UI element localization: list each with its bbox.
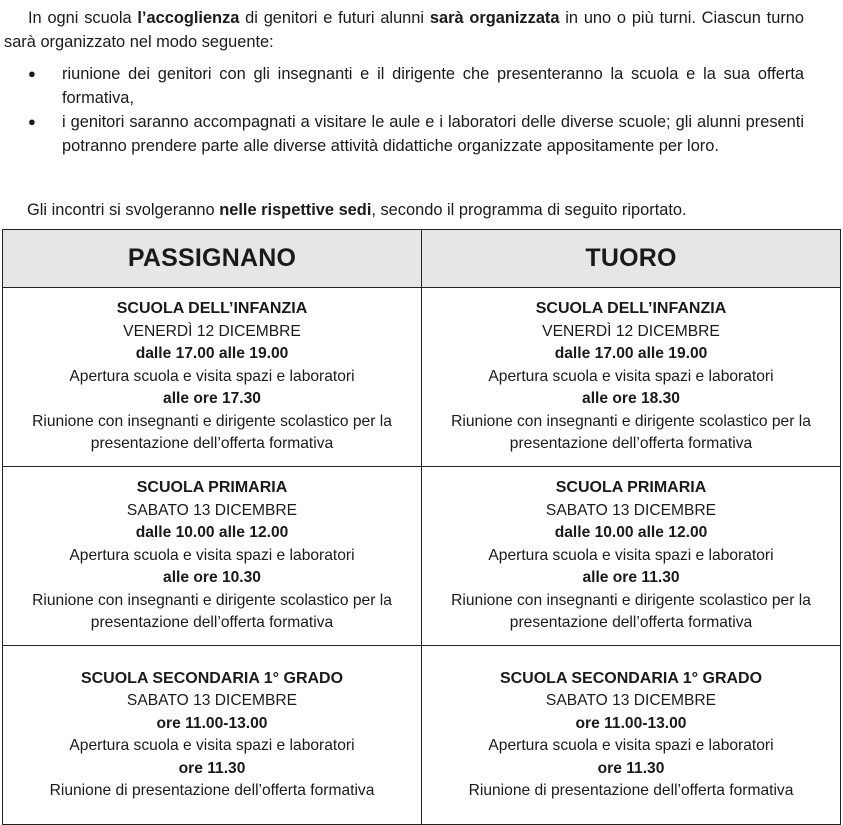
event-time: dalle 17.00 alle 19.00 bbox=[135, 345, 289, 363]
school-level: SCUOLA SECONDARIA 1° GRADO bbox=[80, 669, 344, 687]
school-level: SCUOLA DELL’INFANZIA bbox=[116, 300, 308, 318]
cell-tuoro-infanzia bbox=[422, 288, 841, 467]
bullet-item: ● i genitori saranno accompagnati a visitare le aule e i laboratori delle diverse scuole; gli alunni presenti potranno prendere parte alle diverse attività didattiche organizzate appositamente per loro. bbox=[4, 110, 804, 158]
intro-paragraph bbox=[4, 6, 804, 54]
event-day: SABATO 13 DICEMBRE bbox=[545, 501, 717, 519]
event-day: SABATO 13 DICEMBRE bbox=[126, 692, 298, 709]
intro-bold-organizzata: sarà organizzata bbox=[429, 9, 560, 27]
event-time: ore 11.00-13.00 bbox=[575, 714, 687, 732]
meeting-time: alle ore 10.30 bbox=[163, 569, 261, 587]
intro-text-1: In ogni scuola bbox=[28, 9, 138, 27]
bullet-item: ● riunione dei genitori con gli insegnanti e il dirigente che presenteranno la scuola e la sua offerta formativa, bbox=[4, 62, 804, 110]
program-table bbox=[2, 229, 841, 825]
event-day: VENERDÌ 12 DICEMBRE bbox=[542, 322, 720, 340]
table-row-secondaria bbox=[3, 646, 841, 825]
table-row-primaria bbox=[3, 467, 841, 646]
meeting-description: Riunione con insegnanti e dirigente scolastico per la presentazione dell’offerta formativa bbox=[32, 412, 392, 453]
meeting-time: alle ore 11.30 bbox=[582, 569, 680, 587]
event-activity: Apertura scuola e visita spazi e laboratori bbox=[488, 546, 774, 564]
school-level: SCUOLA DELL’INFANZIA bbox=[535, 300, 727, 318]
event-activity: Apertura scuola e visita spazi e laboratori bbox=[488, 737, 774, 754]
event-time: dalle 10.00 alle 12.00 bbox=[135, 524, 289, 542]
meeting-description: Riunione con insegnanti e dirigente scolastico per la presentazione dell’offerta formativa bbox=[451, 591, 811, 632]
intro-text-3: in uno o più turni. Ciascun turno sarà organizzato nel modo seguente: bbox=[4, 9, 805, 51]
event-activity: Apertura scuola e visita spazi e laboratori bbox=[69, 367, 355, 385]
meeting-description: Riunione di presentazione dell’offerta formativa bbox=[468, 782, 794, 799]
meeting-description: Riunione con insegnanti e dirigente scolastico per la presentazione dell’offerta formativa bbox=[451, 412, 811, 453]
table-header-row bbox=[3, 230, 841, 288]
meeting-time: alle ore 17.30 bbox=[163, 390, 261, 408]
meeting-description: Riunione con insegnanti e dirigente scolastico per la presentazione dell’offerta formativa bbox=[32, 591, 392, 632]
cell-passignano-infanzia bbox=[3, 288, 422, 467]
event-activity: Apertura scuola e visita spazi e laboratori bbox=[69, 546, 355, 564]
event-day: SABATO 13 DICEMBRE bbox=[126, 501, 298, 519]
meeting-description: Riunione di presentazione dell’offerta formativa bbox=[49, 782, 375, 799]
event-time: dalle 10.00 alle 12.00 bbox=[554, 524, 708, 542]
cell-tuoro-secondaria bbox=[422, 646, 841, 825]
cell-tuoro-primaria bbox=[422, 467, 841, 646]
school-level: SCUOLA PRIMARIA bbox=[555, 479, 707, 497]
closing-text-2: , secondo il programma di seguito riportato. bbox=[371, 201, 687, 219]
meeting-time: ore 11.30 bbox=[597, 759, 665, 777]
cell-passignano-secondaria bbox=[3, 646, 422, 825]
event-day: VENERDÌ 12 DICEMBRE bbox=[123, 322, 301, 340]
intro-text-2: di genitori e futuri alunni bbox=[239, 9, 430, 27]
meeting-time: alle ore 18.30 bbox=[582, 390, 680, 408]
table-row-infanzia bbox=[3, 288, 841, 467]
intro-bold-accoglienza: l’accoglienza bbox=[137, 9, 240, 27]
header-tuoro: TUORO bbox=[422, 230, 841, 288]
bullet-list bbox=[4, 62, 804, 158]
event-time: dalle 17.00 alle 19.00 bbox=[554, 345, 708, 363]
cell-passignano-primaria bbox=[3, 467, 422, 646]
meeting-time: ore 11.30 bbox=[178, 759, 246, 777]
closing-bold-sedi: nelle rispettive sedi bbox=[219, 201, 372, 219]
event-day: SABATO 13 DICEMBRE bbox=[545, 692, 717, 709]
event-activity: Apertura scuola e visita spazi e laboratori bbox=[69, 737, 355, 754]
school-level: SCUOLA PRIMARIA bbox=[136, 479, 288, 497]
closing-paragraph bbox=[27, 198, 827, 222]
header-passignano: PASSIGNANO bbox=[3, 230, 422, 288]
event-time: ore 11.00-13.00 bbox=[156, 714, 268, 732]
event-activity: Apertura scuola e visita spazi e laboratori bbox=[488, 367, 774, 385]
closing-text-1: Gli incontri si svolgeranno bbox=[27, 201, 220, 219]
school-level: SCUOLA SECONDARIA 1° GRADO bbox=[499, 669, 763, 687]
intro-section bbox=[4, 6, 804, 158]
